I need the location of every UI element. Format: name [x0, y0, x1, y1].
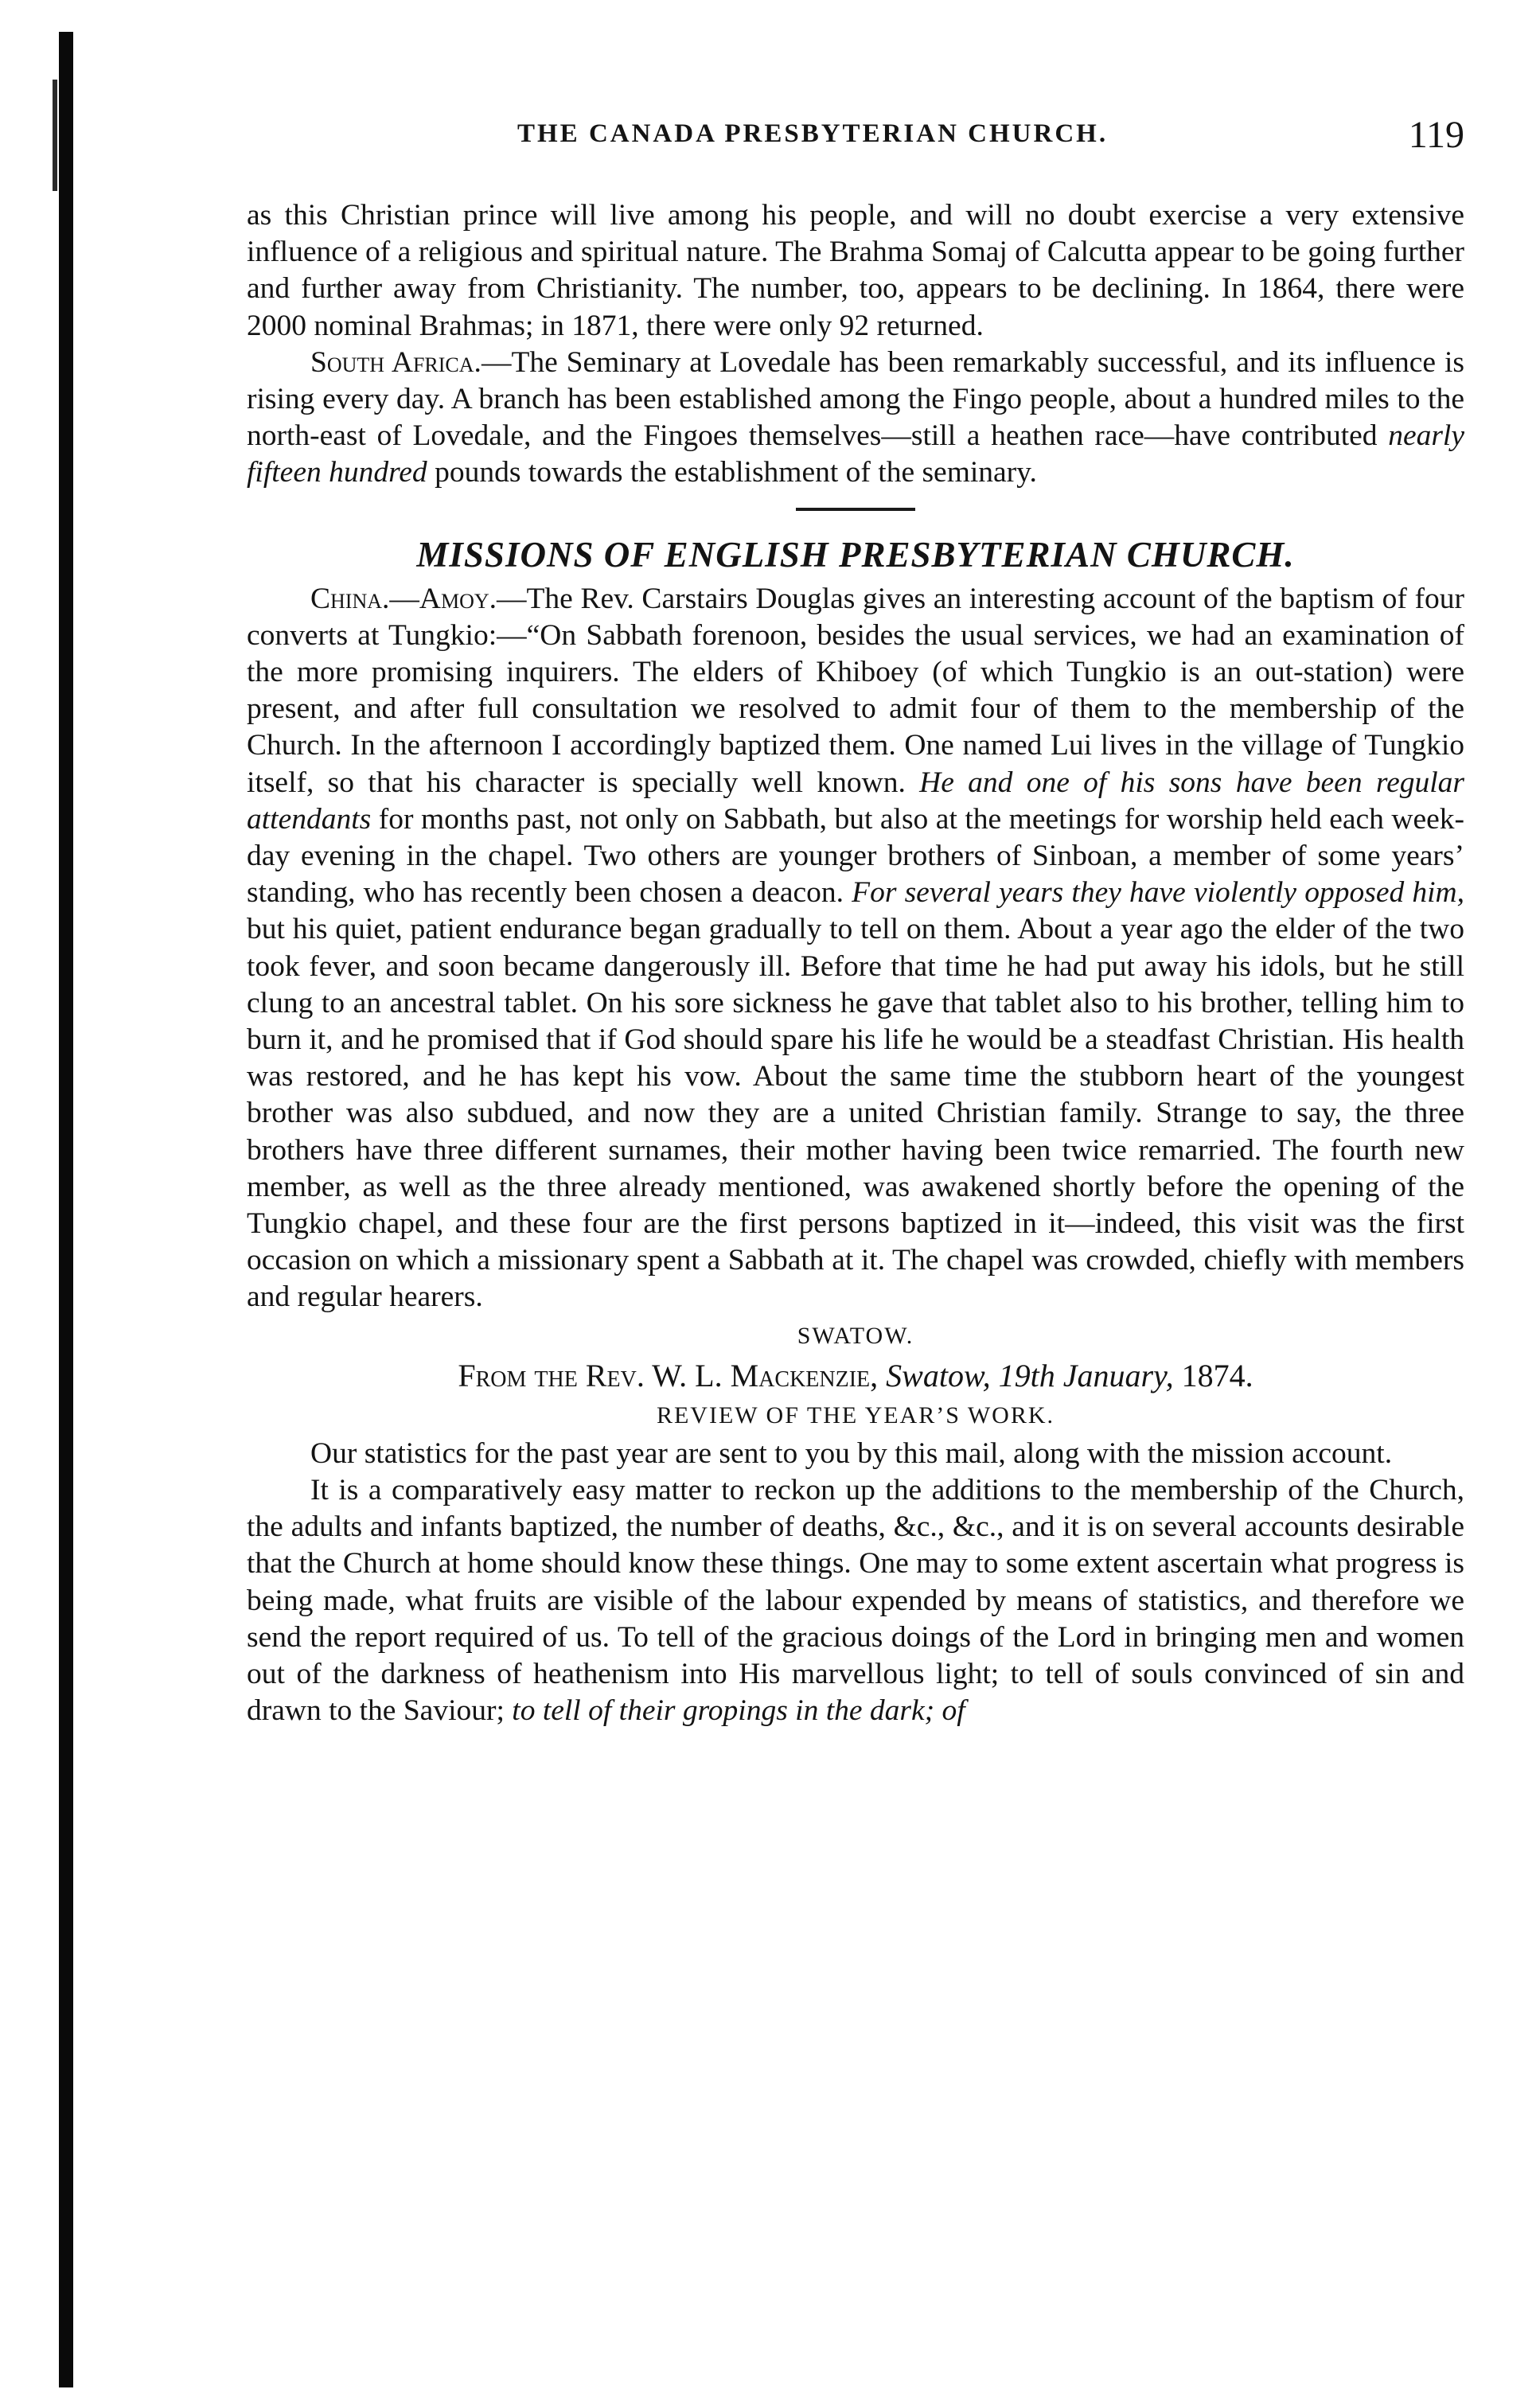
south-africa-italic: nearly fifteen hundred — [247, 419, 1464, 489]
swatow-paragraph-2-text: It is a comparatively easy matter to reckon up the additions to the membership of the Church, the adults and infants baptized, the number of deaths, &c., &c., and it is on several accounts desirable that the Church at home should know these things. One may to some extent ascertain what progress is being made, what fruits are visible of the labour expended by means of statistics, and therefore we send the report required of us. To tell of the gracious doings of the Lord in bringing men and women out of the darkness of heathenism into His marvellous light; to tell of souls convinced of sin and drawn to the Saviour; — [247, 1473, 1464, 1728]
intro-paragraph: as this Christian prince will live among his people, and will no doubt exercise a very extensive influence of a religious and spiritual nature. The Brahma Somaj of Calcutta appear to be going further and further away from Christianity. The number, too, appears to be declining. In 1864, there were 2000 nominal Brahmas; in 1871, there were only 92 returned. — [247, 199, 1464, 342]
south-africa-text-end: pounds towards the establishment of the seminary. — [427, 456, 1037, 489]
swatow-paragraph-1: Our statistics for the past year are sent to you by this mail, along with the mission account. — [310, 1436, 1393, 1470]
text-column — [247, 197, 1464, 1729]
south-africa-heading: South Africa. — [310, 345, 481, 379]
swatow-paragraph-2-italic: to tell of their gropings in the dark; of — [512, 1694, 965, 1728]
binding-edge — [59, 32, 73, 2387]
byline-place-date: Swatow, 19th January, — [886, 1357, 1174, 1393]
south-africa-paragraph — [247, 345, 1464, 492]
south-africa-text: —The Seminary at Lovedale has been remarkably successful, and its influence is rising every day. A branch has been established among the Fingo people, about a hundred miles to the north-east of Lovedale, and the Fingoes themselves—still a heathen race—have contributed — [247, 345, 1464, 453]
swatow-subhead: SWATOW. — [797, 1322, 914, 1349]
review-heading: REVIEW OF THE YEAR’S WORK. — [656, 1401, 1055, 1429]
page-number: 119 — [1408, 114, 1464, 156]
section-title: MISSIONS OF ENGLISH PRESBYTERIAN CHURCH. — [416, 534, 1295, 575]
amoy-text-b: for months past, not only on Sabbath, but also at the meetings for worship held each week-day evening in the chapel. Two others are younger brothers of Sinboan, a member of some years’ standing, who has recently been chosen a deacon. — [247, 802, 1464, 910]
amoy-heading: China.—Amoy. — [310, 582, 497, 615]
amoy-text-c: but his quiet, patient endurance began gradually to tell on them. About a year ago the elder of the two took fever, and soon became dangerously ill. Before that time he had put away his idols, but he still clung to an ancestral tablet. On his sore sickness he gave that tablet also to his brother, telling him to burn it, and he promised that if God should spare his life he would be a steadfast Christian. His health was restored, and he has kept his vow. About the same time the stubborn heart of the youngest brother was also subdued, and now they are a united Christian family. Strange to say, the three brothers have three different surnames, their mother having been twice remarried. The fourth new member, as well as the three already mentioned, was awakened shortly before the opening of the Tungkio chapel, and these four are the first persons baptized in it—indeed, this visit was the first occasion on which a missionary spent a Sabbath at it. The chapel was crowded, chiefly with members and regular hearers. — [247, 913, 1464, 1314]
section-rule — [796, 508, 915, 511]
byline-from: From the Rev. W. L. Mackenzie, — [458, 1357, 879, 1393]
byline-year: 1874. — [1181, 1357, 1253, 1393]
swatow-paragraph-2 — [247, 1472, 1464, 1729]
amoy-text-a: —The Rev. Carstairs Douglas gives an interesting account of the baptism of four converts at Tungkio:—“On Sabbath forenoon, besides the usual services, we had an examination of the more promising inquirers. The elders of Khiboey (of which Tungkio is an out-station) were present, and after full consultation we resolved to admit four of them to the membership of the Church. In the afternoon I accordingly baptized them. One named Lui lives in the village of Tungkio itself, so that his character is specially well known. — [247, 582, 1464, 799]
amoy-paragraph — [247, 581, 1464, 1316]
swatow-byline — [247, 1356, 1464, 1396]
binding-speck — [53, 80, 57, 191]
amoy-italic-a: He and one of his sons have been regular attendants — [247, 766, 1464, 836]
running-head: THE CANADA PRESBYTERIAN CHURCH. — [517, 119, 1109, 148]
page-header — [247, 114, 1464, 167]
amoy-italic-b: For several years they have violently opposed him, — [852, 876, 1465, 910]
